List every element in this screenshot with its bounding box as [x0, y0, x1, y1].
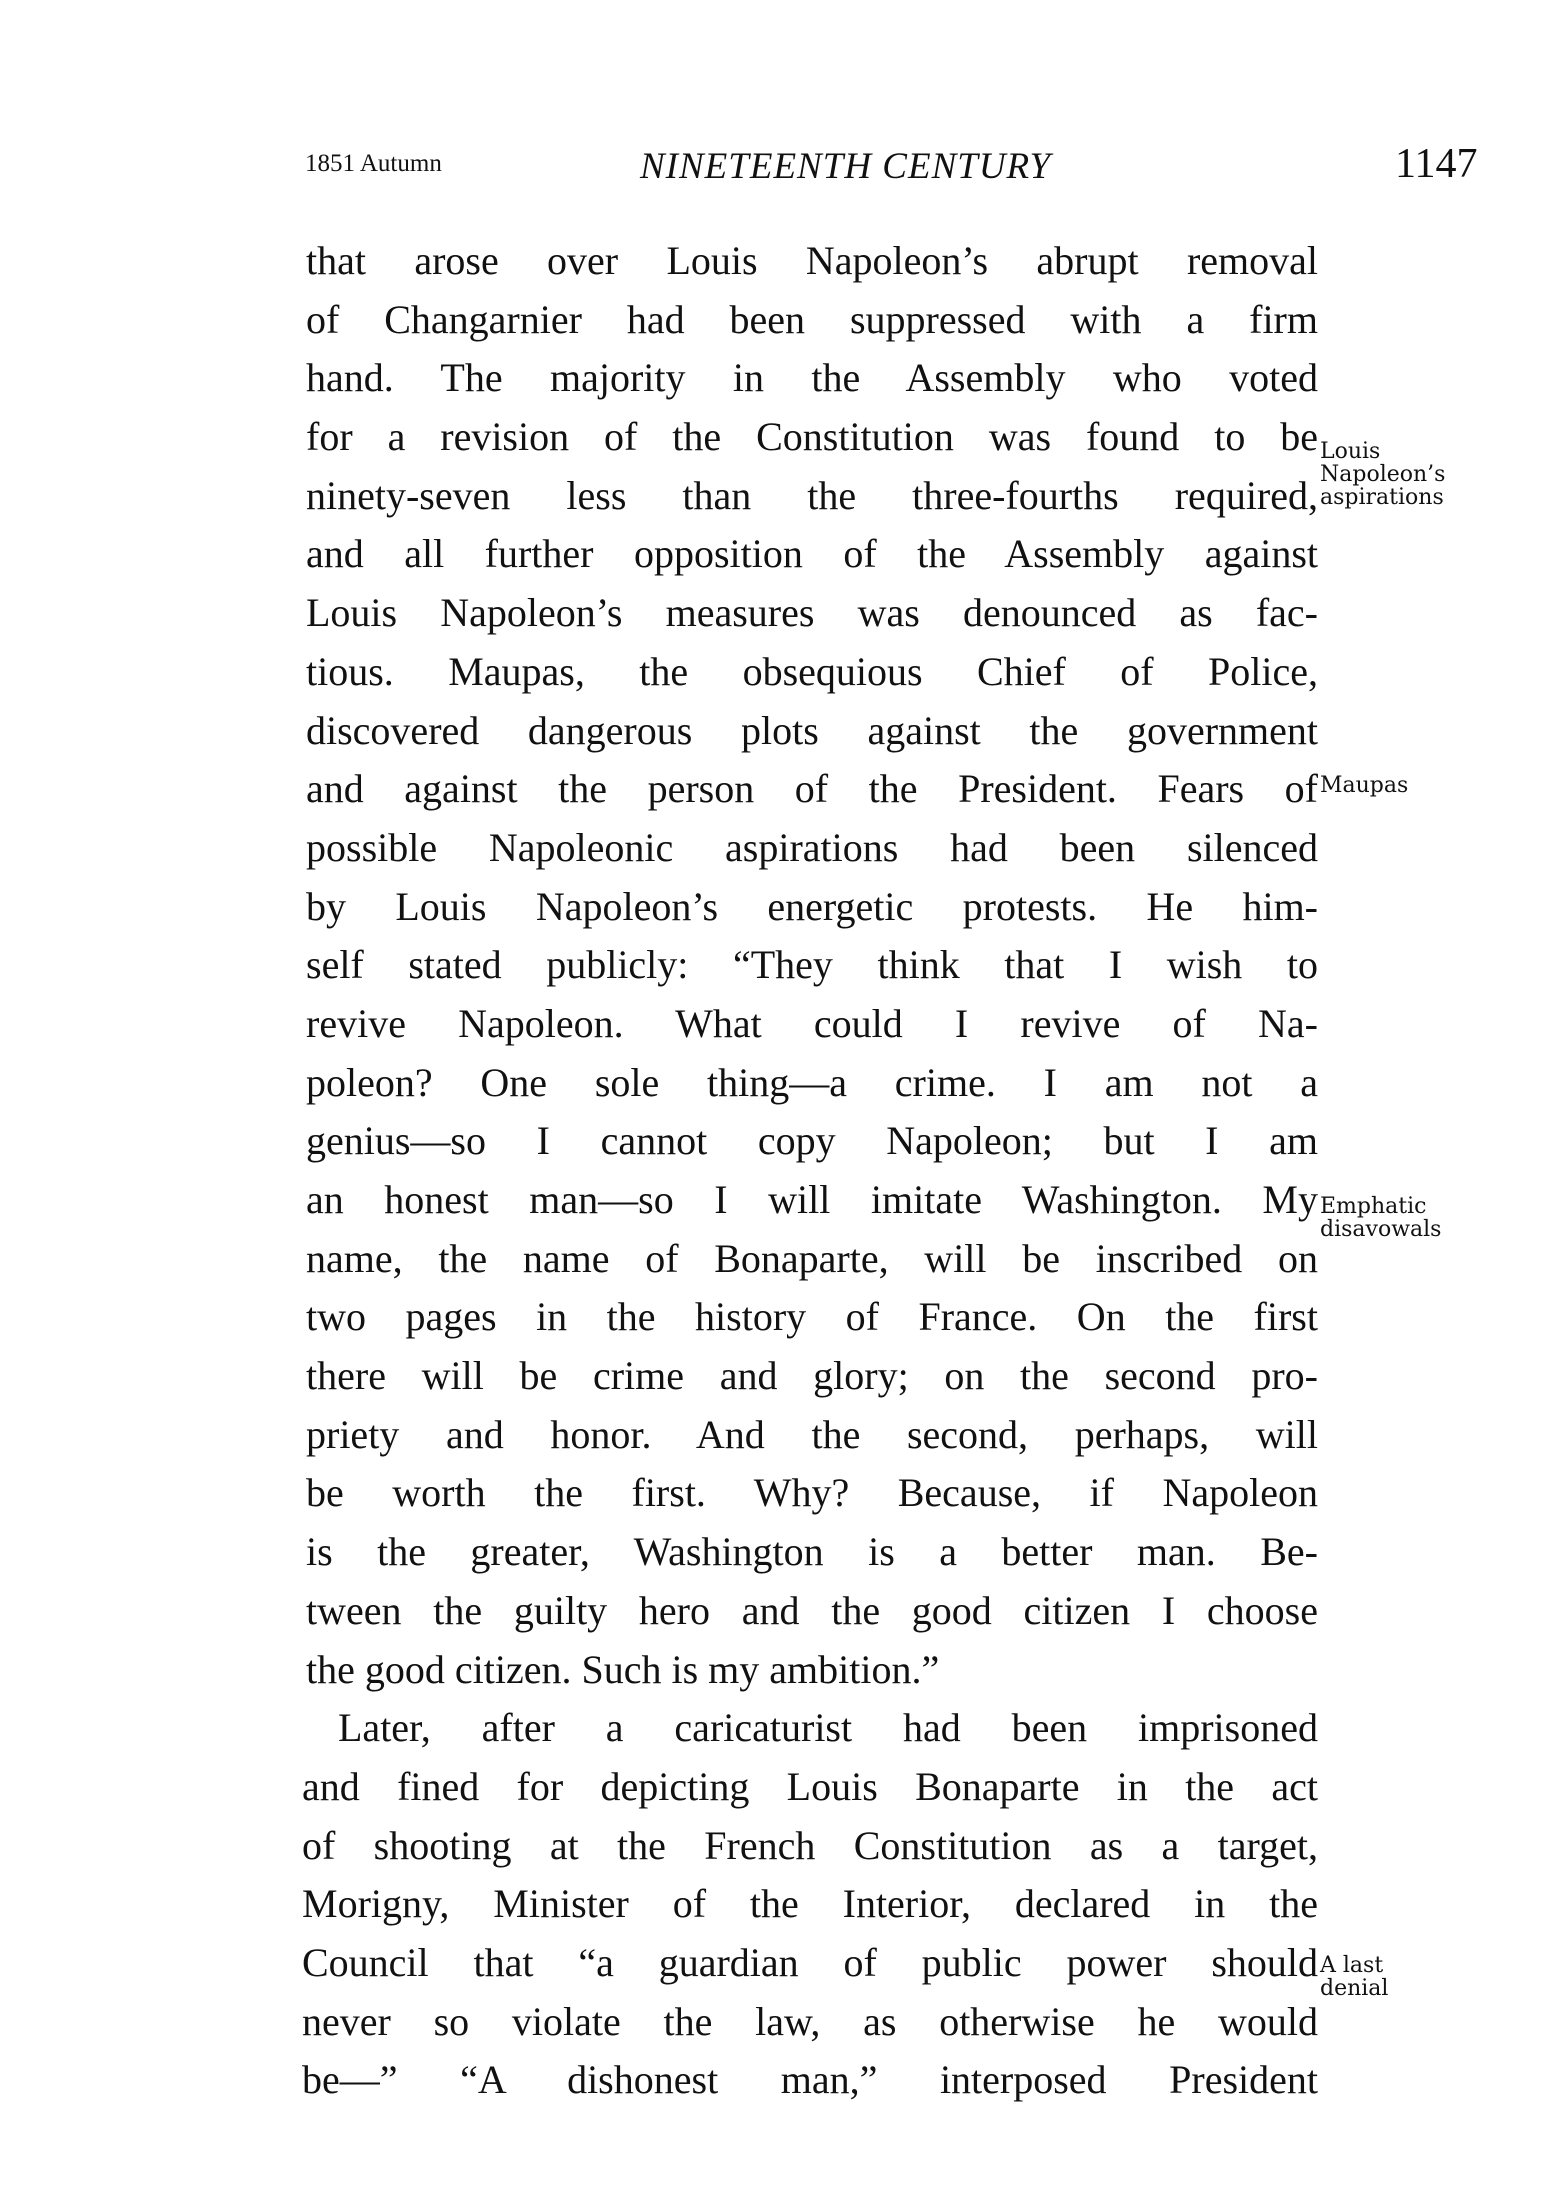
text-line: and fined for depicting Louis Bonaparte in the act [302, 1763, 1318, 1809]
text-line: for a revision of the Constitution was found to be [306, 414, 1318, 460]
running-head-date: 1851 Autumn [305, 150, 442, 177]
body-text [302, 232, 1318, 2110]
text-line: never so violate the law, as otherwise he would [302, 1998, 1318, 2044]
text-line: of Changarnier had been suppressed with a firm [306, 296, 1318, 342]
margin-note-line: Napoleon’s [1320, 462, 1446, 487]
text-line: and all further opposition of the Assembly against [306, 531, 1318, 577]
margin-note-line: Louis [1320, 439, 1381, 464]
text-line: name, the name of Bonaparte, will be inscribed on [306, 1235, 1318, 1281]
text-line: ninety-seven less than the three-fourths required, [306, 472, 1318, 518]
text-line: and against the person of the President. Fears of [306, 766, 1318, 812]
running-head-title: NINETEENTH CENTURY [640, 146, 1052, 187]
text-line: two pages in the history of France. On the first [306, 1294, 1318, 1340]
text-line: by Louis Napoleon’s energetic protests. He him- [306, 883, 1318, 929]
text-line: of shooting at the French Constitution as a target, [302, 1822, 1318, 1868]
margin-note-louis-napoleons-aspirations [1320, 440, 1445, 509]
text-line: tween the guilty hero and the good citizen I choose [306, 1587, 1318, 1633]
paragraph [306, 232, 1318, 1699]
text-line: hand. The majority in the Assembly who voted [306, 355, 1318, 401]
text-line: the good citizen. Such is my ambition.” [306, 1646, 940, 1692]
margin-note-emphatic-disavowals [1320, 1195, 1441, 1241]
margin-note-line: aspirations [1320, 485, 1444, 510]
text-line: an honest man—so I will imitate Washington. My [306, 1177, 1318, 1222]
text-line: Later, after a caricaturist had been imprisoned [338, 1705, 1318, 1751]
margin-note-line: A last [1320, 1953, 1384, 1978]
text-line: Louis Napoleon’s measures was denounced as fac- [306, 590, 1318, 636]
margin-note-line: Maupas [1320, 773, 1409, 798]
margin-note-line: disavowals [1320, 1217, 1442, 1242]
text-line: genius—so I cannot copy Napoleon; but I am [306, 1118, 1318, 1164]
text-line: self stated publicly: “They think that I wish to [306, 942, 1318, 988]
text-line: poleon? One sole thing—a crime. I am not a [306, 1059, 1318, 1105]
margin-note-a-last-denial [1320, 1954, 1388, 2000]
text-line: tious. Maupas, the obsequious Chief of Police, [306, 648, 1318, 694]
text-line: revive Napoleon. What could I revive of Na- [306, 1000, 1318, 1046]
text-line: discovered dangerous plots against the government [306, 707, 1318, 753]
text-line: be worth the first. Why? Because, if Napoleon [306, 1470, 1318, 1516]
text-line: Council that “a guardian of public power should [302, 1939, 1318, 1985]
text-line: there will be crime and glory; on the second pro- [306, 1353, 1318, 1399]
paragraph [302, 1699, 1318, 2110]
text-line: be—” “A dishonest man,” interposed President [302, 2057, 1318, 2103]
margin-note-line: denial [1320, 1976, 1389, 2001]
margin-note-line: Emphatic [1320, 1194, 1427, 1219]
text-line: priety and honor. And the second, perhaps, will [306, 1411, 1318, 1457]
text-line: is the greater, Washington is a better man. Be- [306, 1529, 1318, 1575]
page-number: 1147 [1395, 141, 1478, 187]
margin-note-maupas [1320, 774, 1408, 797]
text-line: that arose over Louis Napoleon’s abrupt removal [306, 238, 1318, 283]
text-line: possible Napoleonic aspirations had been silenced [306, 824, 1318, 870]
text-line: Morigny, Minister of the Interior, declared in the [302, 1881, 1318, 1927]
